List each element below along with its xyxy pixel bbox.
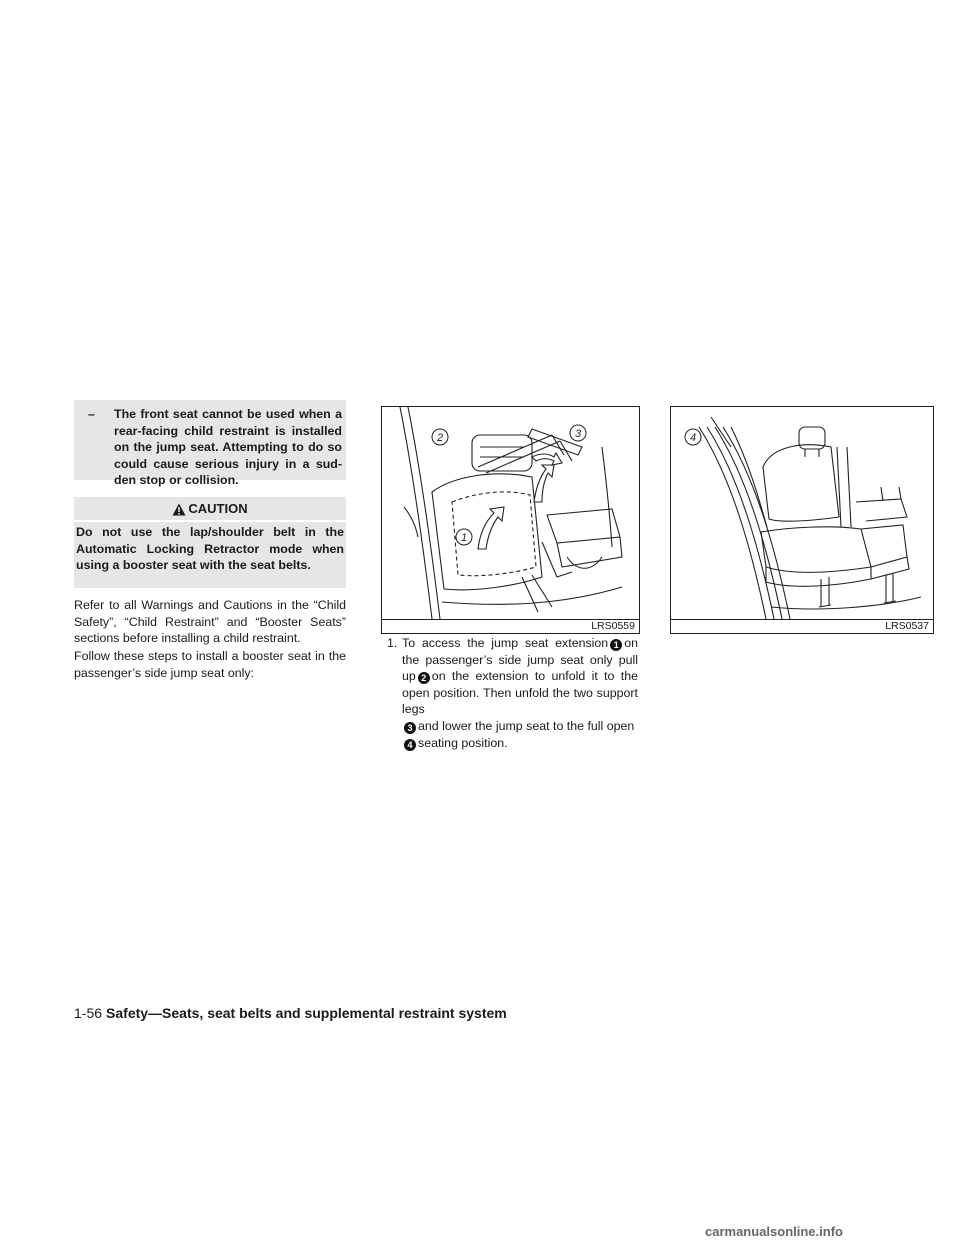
- step-text-part-3: on the extension to unfold it to the open position. Then unfold the two support legs: [402, 669, 638, 717]
- callout-4-label: 4: [689, 432, 697, 444]
- step-text: [402, 635, 638, 751]
- page-footer: [74, 1004, 507, 1022]
- warning-body: The front seat cannot be used when a rear-facing child restraint is installed on the jump seat. Attempting to do so could cause serious injury in a sud-den stop or collision.: [114, 407, 342, 488]
- callout-3-label: 3: [574, 428, 582, 440]
- callout-4-icon: 4: [404, 739, 416, 751]
- section-title: Safety—Seats, seat belts and supplemental restraint system: [106, 1005, 507, 1021]
- warning-text: [76, 406, 342, 489]
- callout-1-label: 1: [460, 532, 468, 544]
- paragraph-follow-steps: Follow these steps to install a booster seat in the passenger’s side jump seat only:: [74, 649, 346, 680]
- warning-triangle-icon: [172, 503, 186, 516]
- jump-seat-extension-illustration: [382, 407, 639, 619]
- figure-code: LRS0559: [591, 620, 635, 632]
- caution-text: Do not use the lap/shoulder belt in the Automatic Locking Retractor mode when using a booster seat with the seat belts.: [76, 525, 344, 573]
- caution-divider: [74, 520, 346, 522]
- callout-2-label: 2: [436, 432, 444, 444]
- callout-3-icon: 3: [404, 722, 416, 734]
- step-number: 1.: [387, 636, 398, 650]
- step-1: [381, 635, 638, 751]
- figure-code: LRS0537: [885, 620, 929, 632]
- callout-2-icon: 2: [418, 672, 430, 684]
- paragraph-refer-warnings: Refer to all Warnings and Cautions in the “Child Safety”, “Child Restraint” and “Booster Seats” sections before installing a child restraint.: [74, 598, 346, 646]
- step-text-part-5: seating position.: [418, 735, 508, 750]
- caution-title: CAUTION: [188, 501, 248, 516]
- step-text-part-4: and lower the jump seat to the full open: [418, 718, 635, 733]
- caution-header: [74, 499, 346, 519]
- figure-jump-seat-open: [670, 406, 934, 634]
- watermark: carmanualsonline.info: [705, 1224, 843, 1239]
- step-text-part-2: on the passenger’s side jump seat only pull up: [402, 636, 638, 684]
- figure-jump-seat-extension: [381, 406, 640, 634]
- step-text-part-1: To access the jump seat extension: [402, 636, 609, 650]
- callout-1-icon: 1: [610, 639, 622, 651]
- jump-seat-open-illustration: [671, 407, 933, 619]
- warning-dash: –: [88, 407, 95, 421]
- page-number: 1-56: [74, 1005, 103, 1021]
